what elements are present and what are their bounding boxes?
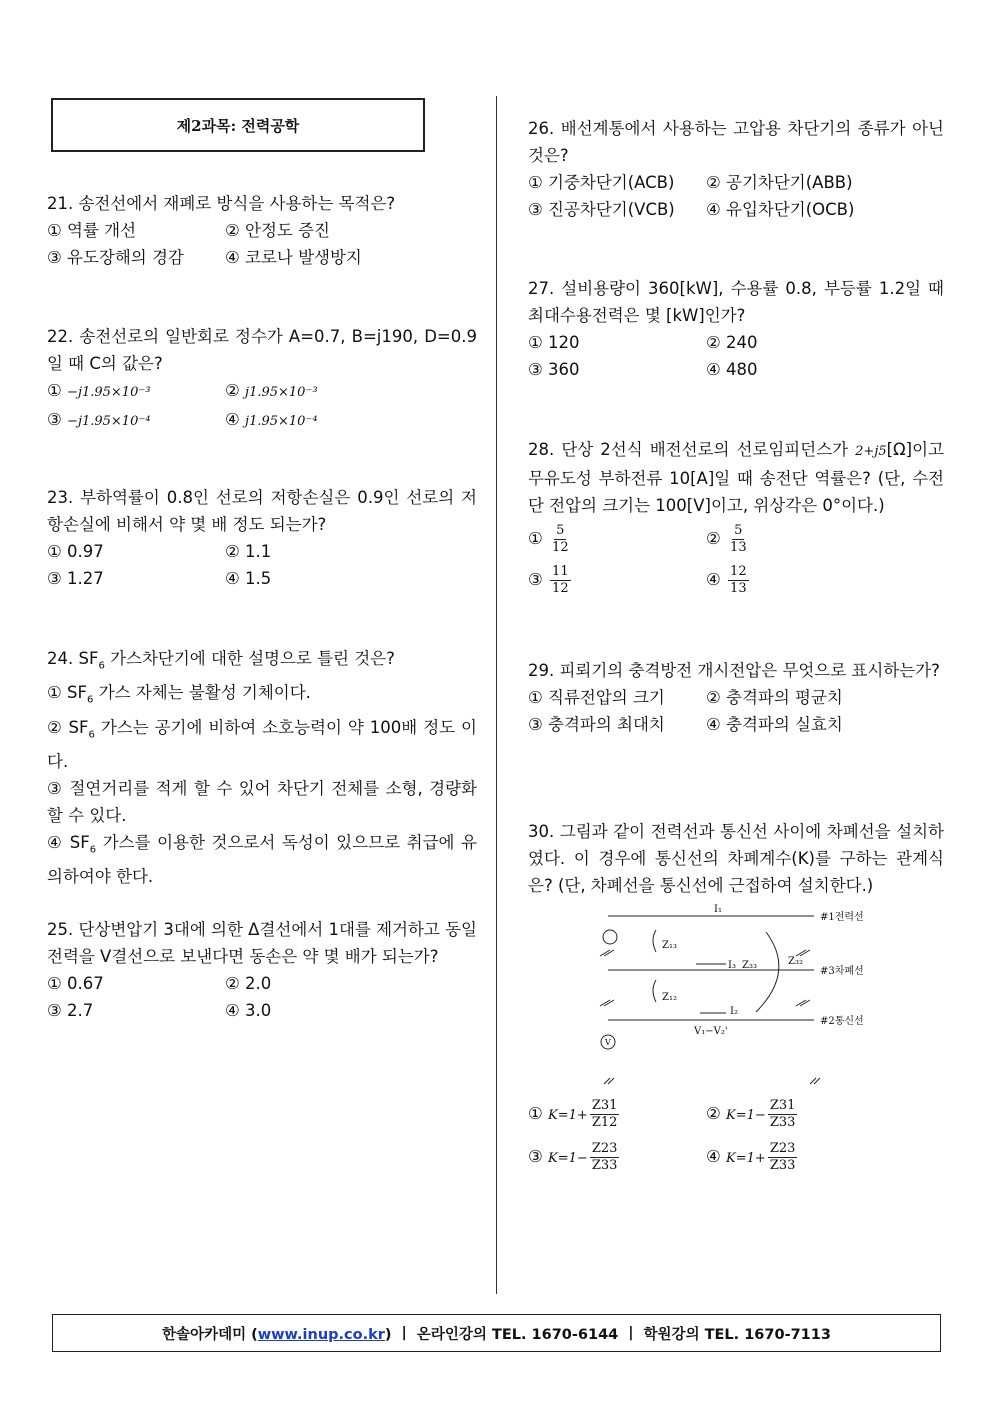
page-footer: [52, 1314, 941, 1352]
option-formula: −j1.95×10⁻³: [67, 385, 151, 400]
z31-arrow: [653, 930, 656, 952]
option-4[interactable]: ④ K=1+ $\frac{Z23}{Z33}$: [706, 1141, 796, 1173]
option-4[interactable]: ④ $\frac{12}{13}$: [706, 564, 747, 596]
question-21: [47, 190, 477, 271]
option-4[interactable]: ④ 1.5: [225, 569, 272, 588]
question-23: [47, 484, 477, 592]
option-3[interactable]: ③ 유도장해의 경감: [47, 248, 184, 267]
option-formula: −j1.95×10⁻⁴: [67, 414, 151, 429]
question-stem: 22. 송전선로의 일반회로 정수가 A=0.7, B=j190, D=0.9 일 때 C의 값은?: [47, 327, 477, 373]
option-3[interactable]: ③ K=1− $\frac{Z23}{Z33}$: [528, 1141, 618, 1173]
column-divider: [496, 96, 497, 1294]
current-i3-label: I₃: [728, 960, 736, 971]
offline-phone: 학원강의 TEL. 1670-7113: [643, 1326, 831, 1343]
z12-arrow: [653, 980, 656, 1002]
question-30-options: [528, 1098, 944, 1174]
option-3[interactable]: ③ 충격파의 최대치: [528, 715, 665, 734]
option-2[interactable]: ② 충격파의 평균치: [706, 688, 843, 707]
option-number: ④: [225, 410, 240, 429]
option-3[interactable]: ③ 절연거리를 적게 할 수 있어 차단기 전체를 소형, 경량화 할 수 있다.: [47, 778, 477, 825]
option-1[interactable]: ① 직류전압의 크기: [528, 688, 665, 707]
z33-label: Z₃₃: [742, 960, 757, 971]
option-1[interactable]: ① 역률 개선: [47, 221, 137, 240]
question-stem: 21. 송전선에서 재폐로 방식을 사용하는 목적은?: [47, 194, 396, 213]
subject-title: 제2과목: 전력공학: [51, 98, 425, 152]
question-stem: 26. 배선계통에서 사용하는 고압용 차단기의 종류가 아닌 것은?: [528, 119, 944, 165]
option-4[interactable]: ④ 480: [706, 360, 758, 379]
option-1[interactable]: ① $SF_6$ 가스 자체는 불활성 기체이다.: [47, 683, 311, 706]
option-2[interactable]: ② 1.1: [225, 542, 272, 561]
voltage-label: V₁−V₂': [694, 1026, 728, 1037]
question-stem: 30. 그림과 같이 전력선과 통신선 사이에 차폐선을 설치하였다. 이 경우에 통신선의 차폐계수(K)를 구하는 관계식은? (단, 차폐선을 통신선에 근접하여 설치한다.): [528, 822, 944, 895]
question-27: [528, 275, 944, 383]
academy-name: 한솔아카데미 (: [162, 1326, 258, 1343]
option-2[interactable]: ② 240: [706, 333, 758, 352]
question-stem: 24. $SF_6$ 가스차단기에 대한 설명으로 틀린 것은?: [47, 649, 395, 672]
option-2[interactable]: ② 안정도 증진: [225, 221, 330, 240]
question-stem: 28. 단상 2선식 배전선로의 선로임피던스가 2+j5[Ω]이고 무유도성 부하전류 10[A]일 때 송전단 역률은? (단, 수전단 전압의 크기는 100[V]이고, 위상각은 0°이다.): [528, 440, 944, 515]
footer-separator: |: [628, 1325, 634, 1341]
question-24: [47, 645, 477, 890]
question-29: [528, 657, 944, 738]
option-2[interactable]: [225, 377, 477, 406]
option-4[interactable]: ④ 유입차단기(OCB): [706, 200, 855, 219]
shielding-diagram: [596, 902, 886, 1094]
voltmeter-symbol: V: [605, 1038, 611, 1047]
option-4[interactable]: ④ 충격파의 실효치: [706, 715, 843, 734]
option-1[interactable]: ① 0.67: [47, 974, 104, 993]
option-2[interactable]: ② 2.0: [225, 974, 272, 993]
option-2[interactable]: ② K=1− $\frac{Z31}{Z33}$: [706, 1098, 796, 1130]
option-3[interactable]: ③ 2.7: [47, 1001, 94, 1020]
option-2[interactable]: ② 공기차단기(ABB): [706, 173, 853, 192]
option-3[interactable]: ③ $\frac{11}{12}$: [528, 564, 569, 596]
question-stem: 29. 피뢰기의 충격방전 개시전압은 무엇으로 표시하는가?: [528, 661, 940, 680]
footer-separator: |: [401, 1325, 407, 1341]
option-3[interactable]: ③ 1.27: [47, 569, 104, 588]
option-3[interactable]: ③ 진공차단기(VCB): [528, 200, 675, 219]
z13-label: Z₁₃: [662, 940, 677, 951]
option-1[interactable]: ① 120: [528, 333, 580, 352]
source-icon: [603, 930, 617, 944]
option-2[interactable]: ② $\frac{5}{13}$: [706, 523, 747, 555]
z32-label: Z₃₂: [788, 956, 803, 967]
academy-link[interactable]: www.inup.co.kr: [257, 1326, 385, 1343]
question-28: [528, 436, 944, 597]
option-2[interactable]: ② $SF_6$ 가스는 공기에 비하여 소호능력이 약 100배 정도 이다.: [47, 717, 477, 771]
option-number: ①: [47, 381, 62, 400]
option-formula: j1.95×10⁻³: [245, 385, 318, 400]
option-1[interactable]: ① $\frac{5}{12}$: [528, 523, 569, 555]
option-number: ③: [47, 410, 62, 429]
question-25: [47, 916, 477, 1024]
option-formula: j1.95×10⁻⁴: [245, 414, 318, 429]
option-4[interactable]: ④ 3.0: [225, 1001, 272, 1020]
option-4[interactable]: ④ $SF_6$ 가스를 이용한 것으로서 독성이 있으므로 취급에 유의하여야 한다.: [47, 832, 477, 887]
coupling-arc: [756, 932, 779, 1012]
question-22: [47, 323, 477, 435]
question-30: [528, 818, 944, 899]
question-26: [528, 115, 944, 223]
question-stem: 23. 부하역률이 0.8인 선로의 저항손실은 0.9인 선로의 저항손실에 비해서 약 몇 배 정도 되는가?: [47, 488, 477, 534]
online-phone: 온라인강의 TEL. 1670-6144: [416, 1326, 619, 1343]
current-i1-label: I₁: [714, 904, 722, 915]
question-stem: 25. 단상변압기 3대에 의한 Δ결선에서 1대를 제거하고 동일전력을 V결선으로 보낸다면 동손은 약 몇 배가 되는가?: [47, 920, 477, 966]
option-3[interactable]: [47, 406, 225, 435]
option-1[interactable]: [47, 377, 225, 406]
z12-label: Z₁₂: [662, 992, 677, 1003]
comm-line-label: #2통신선: [820, 1016, 864, 1027]
option-number: ②: [225, 381, 240, 400]
shield-line-label: #3차폐선: [820, 966, 864, 977]
power-line-label: #1전력선: [820, 912, 864, 923]
option-1[interactable]: ① 0.97: [47, 542, 104, 561]
option-1[interactable]: ① K=1+ $\frac{Z31}{Z12}$: [528, 1098, 618, 1130]
option-4[interactable]: ④ 코로나 발생방지: [225, 248, 362, 267]
option-3[interactable]: ③ 360: [528, 360, 580, 379]
question-stem: 27. 설비용량이 360[kW], 수용률 0.8, 부등률 1.2일 때 최대수용전력은 몇 [kW]인가?: [528, 279, 944, 325]
option-1[interactable]: ① 기중차단기(ACB): [528, 173, 675, 192]
current-i2-label: I₂: [730, 1006, 738, 1017]
academy-paren: ): [384, 1326, 392, 1343]
option-4[interactable]: [225, 406, 477, 435]
